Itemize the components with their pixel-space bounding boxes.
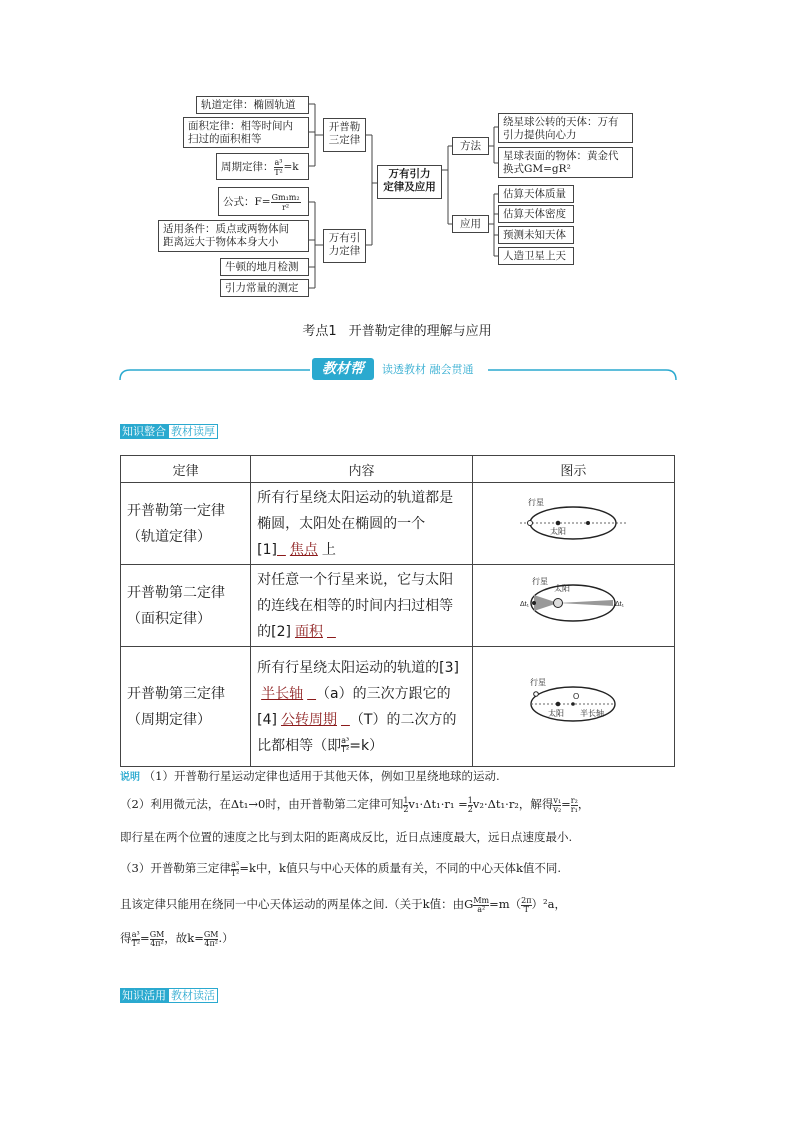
mm-apply-item-text: 估算天体质量 bbox=[503, 188, 566, 200]
mm-formula-den: r² bbox=[282, 202, 290, 212]
mm-orbiting bbox=[498, 113, 633, 143]
law-name: 开普勒第二定律 bbox=[127, 584, 225, 601]
mm-period-law bbox=[216, 153, 309, 180]
table-header: 图示 bbox=[472, 456, 674, 483]
note-text: （1）开普勒行星运动定律也适用于其他天体，例如卫星绕地球的运动. bbox=[143, 769, 500, 783]
note-text: 得 bbox=[120, 931, 132, 945]
fig-label-planet: 行星 bbox=[528, 498, 545, 507]
fraction-den: T² bbox=[131, 938, 141, 948]
note-text: 且该定律只能用在绕同一中心天体运动的两星体之间.（关于k值：由G bbox=[120, 897, 474, 911]
planet-dot bbox=[534, 692, 539, 697]
fig-label-sun: 太阳 bbox=[548, 709, 565, 718]
period-law-figure bbox=[518, 676, 628, 728]
table-row bbox=[121, 647, 675, 767]
fraction-num: GM bbox=[203, 929, 219, 939]
mm-method-text: 方法 bbox=[460, 140, 481, 152]
note-2-cont bbox=[120, 829, 680, 845]
answer-text: 半长轴 bbox=[261, 685, 304, 702]
mm-surface bbox=[498, 147, 633, 178]
note-fraction bbox=[553, 797, 561, 814]
blank-number: [2] bbox=[271, 623, 291, 640]
figure-cell bbox=[472, 565, 674, 647]
mm-condition bbox=[158, 220, 309, 252]
law-text: 上 bbox=[321, 541, 336, 558]
mm-formula-prefix: 公式：F= bbox=[223, 196, 271, 208]
note-1 bbox=[120, 768, 680, 786]
mm-kepler-text: 开普勒 三定律 bbox=[328, 121, 361, 146]
section-tag-integration bbox=[120, 424, 218, 439]
mm-center-node bbox=[377, 165, 442, 199]
fig-label-dt: Δt₁ bbox=[615, 601, 625, 608]
mm-newton-text: 牛顿的地月检测 bbox=[225, 261, 299, 273]
mm-orbit-law-text: 轨道定律：椭圆轨道 bbox=[201, 99, 296, 111]
law-text: 所有行星绕太阳运动的轨道都是椭圆，太阳处在椭圆的一个 bbox=[257, 489, 454, 532]
fraction-num: a³ bbox=[341, 736, 350, 745]
mm-method-node bbox=[452, 137, 489, 155]
note-text: （2）利用微元法，在Δt₁→0时，由开普勒第二定律可知 bbox=[120, 797, 404, 811]
law-text: （a）的三次方跟它的 bbox=[316, 685, 451, 702]
answer-blank bbox=[291, 624, 336, 640]
note-fraction bbox=[571, 797, 578, 814]
law-name-cell bbox=[121, 565, 251, 647]
mm-apply-item bbox=[498, 226, 574, 244]
note-text: v₁·Δt₁·r₁ = bbox=[408, 797, 468, 811]
note-text: ， bbox=[577, 797, 590, 811]
planet-dot bbox=[528, 521, 533, 526]
blank-number: [1] bbox=[257, 541, 277, 558]
fraction-den: T bbox=[523, 904, 529, 914]
tag-secondary: 教材读厚 bbox=[168, 424, 218, 439]
banner-subtitle: 读透教材 融会贯通 bbox=[382, 363, 474, 376]
table-row bbox=[121, 483, 675, 565]
topic-title: 开普勒定律的理解与应用 bbox=[348, 324, 492, 339]
fraction-num: GM bbox=[149, 929, 165, 939]
fraction-num: v₁ bbox=[553, 795, 562, 805]
law-subname: （轨道定律） bbox=[127, 528, 211, 545]
sun-dot bbox=[556, 702, 561, 707]
mm-period-fraction bbox=[274, 158, 284, 177]
mm-apply-text: 应用 bbox=[460, 218, 481, 230]
note-text: （3）开普勒第三定律 bbox=[120, 861, 231, 875]
mm-apply-node bbox=[452, 215, 489, 233]
fig-label-planet: 行星 bbox=[532, 577, 549, 586]
note-text: .） bbox=[218, 931, 234, 945]
fraction-den: 2 bbox=[403, 804, 409, 814]
note-text: =k中，k值只与中心天体的质量有关，不同的中心天体k值不同. bbox=[239, 861, 562, 875]
mm-area-law-text: 面积定律：相等时间内 扫过的面积相等 bbox=[188, 120, 293, 145]
fig-label-semi-major: 半长轴 bbox=[580, 709, 605, 718]
tag-primary: 知识整合 bbox=[122, 425, 166, 438]
fraction-num: a³ bbox=[131, 929, 140, 939]
kepler-laws-table bbox=[120, 455, 675, 767]
note-text: ，故k= bbox=[164, 931, 204, 945]
mind-map bbox=[0, 0, 794, 310]
area-law-figure bbox=[518, 575, 628, 627]
law-text: 对任意一个行星来说，它与太阳的连线在相等的时间内扫过相等的 bbox=[257, 571, 454, 640]
sun-dot bbox=[554, 599, 563, 608]
mm-period-den: T² bbox=[274, 167, 283, 177]
fig-label-planet: 行星 bbox=[530, 678, 547, 687]
answer-text: 焦点 bbox=[289, 541, 318, 558]
fraction-num: r₂ bbox=[570, 795, 578, 805]
table-header-row bbox=[121, 456, 675, 483]
law-content-cell bbox=[251, 483, 473, 565]
tag-primary: 知识活用 bbox=[122, 989, 166, 1002]
fig-label-dt: Δt₁ bbox=[520, 601, 530, 608]
mm-period-suffix: =k bbox=[283, 161, 299, 173]
note-3 bbox=[120, 860, 680, 878]
figure-cell bbox=[472, 647, 674, 767]
mm-formula-num: Gm₁m₂ bbox=[271, 192, 300, 202]
mm-area-law bbox=[183, 117, 309, 148]
textbook-banner bbox=[118, 356, 678, 386]
note-2: （2）利用微元法，在Δt₁→0时，由开普勒第二定律可知 $\frac{1}{2}$ v₁·Δt₁·r₁ = $\frac{1}{2}$ v₂·Δt₁·r₂，解得 $\frac{\text{v₁}}{\text{v₂}}$ = $\frac{\text{r₂}}{\text{r₁}}$ ， bbox=[120, 795, 590, 814]
mm-formula-fraction bbox=[271, 193, 301, 212]
fraction-num: a³ bbox=[231, 859, 240, 869]
fraction-den: T² bbox=[230, 868, 240, 878]
section-tag-application bbox=[120, 988, 218, 1003]
mm-apply-item bbox=[498, 205, 574, 223]
mm-orbiting-text: 绕星球公转的天体：万有 引力提供向心力 bbox=[503, 116, 619, 141]
note-text: 即行星在两个位置的速度之比与到太阳的距离成反比，近日点速度最大，远日点速度最小. bbox=[120, 830, 573, 844]
fraction-den: v₂ bbox=[553, 804, 562, 814]
note-fraction bbox=[473, 897, 489, 914]
fig-label-sun: 太阳 bbox=[554, 584, 571, 593]
note-fraction bbox=[132, 931, 141, 948]
mind-map-connectors bbox=[0, 0, 794, 310]
fraction-num: 2π bbox=[521, 895, 532, 905]
law-text: =k） bbox=[349, 737, 384, 754]
fraction-den: a² bbox=[477, 904, 486, 914]
note-fraction bbox=[150, 931, 165, 948]
mm-apply-item-text: 预测未知天体 bbox=[503, 229, 566, 241]
mm-orbit-law bbox=[196, 96, 309, 114]
mm-period-num: a³ bbox=[274, 157, 283, 167]
law-content-cell bbox=[251, 647, 473, 767]
note-fraction bbox=[521, 897, 531, 914]
blank-number: [3] bbox=[439, 659, 459, 676]
fig-label-center: O bbox=[573, 692, 580, 701]
note-text: ）²a， bbox=[531, 897, 566, 911]
mm-newton bbox=[220, 258, 309, 276]
note-fraction bbox=[204, 931, 219, 948]
answer-blank bbox=[277, 542, 322, 558]
fraction-den: 4π² bbox=[204, 938, 218, 948]
table-row bbox=[121, 565, 675, 647]
note-3-result bbox=[120, 930, 680, 948]
ellipse-orbit-figure bbox=[518, 493, 628, 545]
law-name: 开普勒第一定律 bbox=[127, 502, 225, 519]
topic-heading bbox=[0, 320, 794, 339]
note-3-cont bbox=[120, 896, 680, 914]
fraction-num: 1 bbox=[403, 795, 409, 805]
mm-gravitation-text: 万有引 力定律 bbox=[328, 232, 361, 257]
blank-number: [4] bbox=[257, 711, 277, 728]
note-label: 说明 bbox=[120, 772, 140, 783]
fraction-den: T² bbox=[341, 745, 350, 754]
answer-blank bbox=[277, 712, 350, 728]
answer-text: 面积 bbox=[294, 623, 323, 640]
mm-formula bbox=[218, 187, 309, 216]
mm-constant-text: 引力常量的测定 bbox=[225, 282, 299, 294]
fraction-den: r₁ bbox=[570, 804, 578, 814]
note-text: = bbox=[140, 931, 150, 945]
mm-period-prefix: 周期定律： bbox=[221, 161, 274, 173]
mm-apply-item bbox=[498, 185, 574, 203]
topic-number: 考点1 bbox=[302, 324, 337, 339]
fraction-den: 2 bbox=[467, 804, 473, 814]
mm-condition-text: 适用条件：质点或两物体间 距离远大于物体本身大小 bbox=[163, 223, 289, 248]
law-subname: （面积定律） bbox=[127, 610, 211, 627]
answer-text: 公转周期 bbox=[280, 711, 337, 728]
law-name-cell bbox=[121, 647, 251, 767]
fig-label-sun: 太阳 bbox=[550, 527, 567, 536]
mm-apply-item-text: 估算天体密度 bbox=[503, 208, 566, 220]
law-subname: （周期定律） bbox=[127, 711, 211, 728]
note-text: v₂·Δt₁·r₂，解得 bbox=[472, 797, 554, 811]
figure-cell bbox=[472, 483, 674, 565]
law-name: 开普勒第三定律 bbox=[127, 685, 225, 702]
fraction-den: 4π² bbox=[150, 938, 164, 948]
mm-apply-item bbox=[498, 247, 574, 265]
tag-secondary: 教材读活 bbox=[168, 988, 218, 1003]
fraction-num: 1 bbox=[467, 795, 473, 805]
mm-surface-text: 星球表面的物体：黄金代 换式GM=gR² bbox=[503, 150, 619, 175]
mm-apply-item-text: 人造卫星上天 bbox=[503, 250, 566, 262]
mm-constant bbox=[220, 279, 309, 297]
law-text: 所有行星绕太阳运动的轨道的 bbox=[257, 659, 440, 676]
law-content-cell bbox=[251, 565, 473, 647]
law-name-cell bbox=[121, 483, 251, 565]
sun-dot bbox=[556, 521, 561, 526]
table-header: 定律 bbox=[121, 456, 251, 483]
law-text: （T）的二次方的比都相等（即 bbox=[257, 711, 457, 754]
table-header: 内容 bbox=[251, 456, 473, 483]
mm-center-text: 万有引力 定律及应用 bbox=[383, 168, 436, 193]
fraction-num: Mm bbox=[473, 895, 490, 905]
answer-blank bbox=[257, 686, 316, 702]
mm-gravitation-node bbox=[323, 229, 366, 263]
banner-badge: 教材帮 bbox=[312, 358, 374, 380]
note-text: =m（ bbox=[489, 897, 522, 911]
mm-kepler-node bbox=[323, 118, 366, 152]
